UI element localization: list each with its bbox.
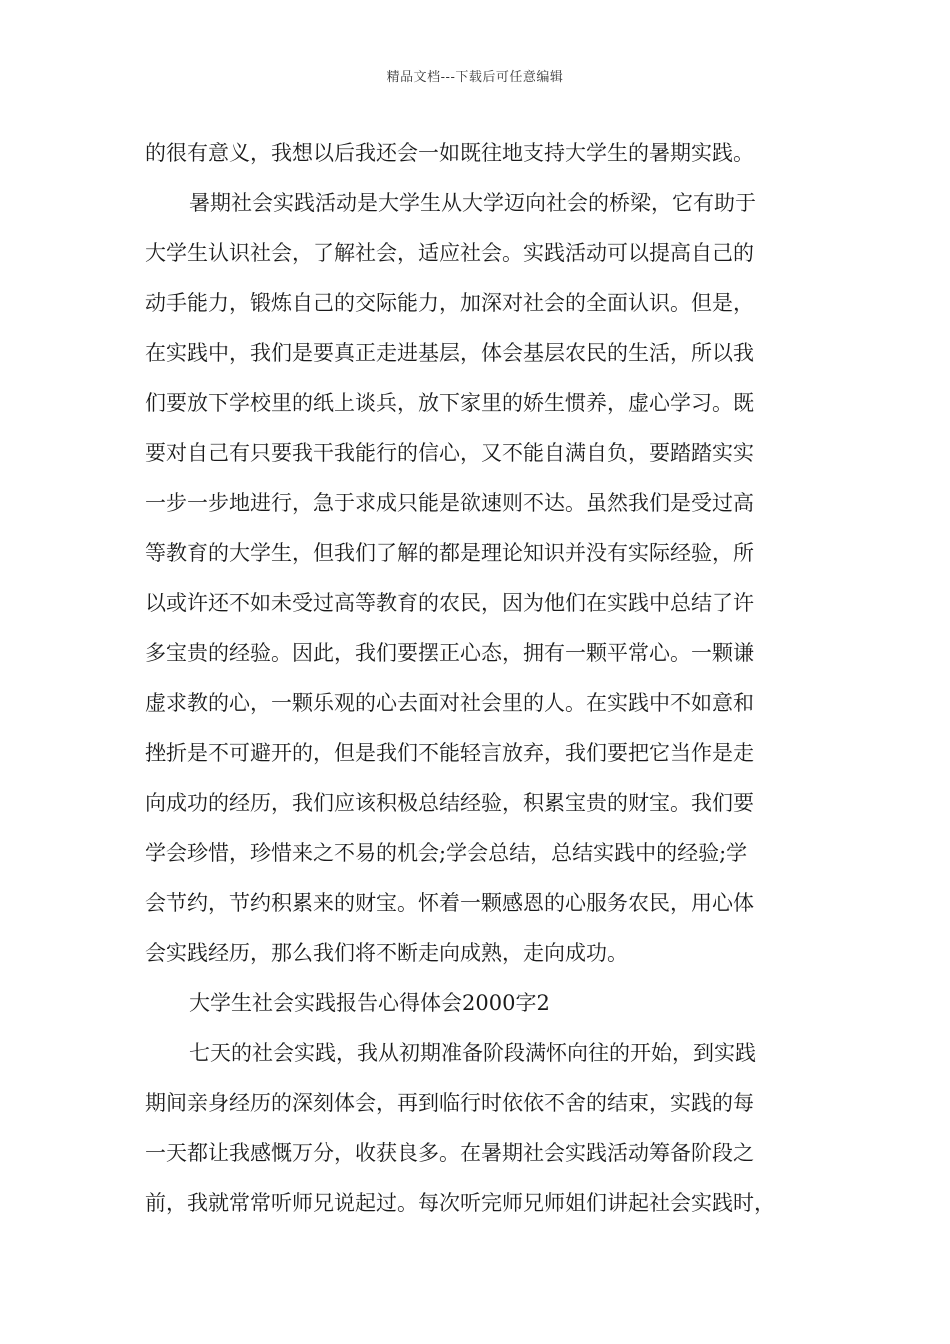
- text-line: 学会珍惜，珍惜来之不易的机会;学会总结，总结实践中的经验;学: [145, 841, 748, 865]
- text-line: 的很有意义，我想以后我还会一如既往地支持大学生的暑期实践。: [145, 141, 754, 165]
- text-line: 会实践经历，那么我们将不断走向成熟，走向成功。: [145, 941, 628, 965]
- text-line: 以或许还不如未受过高等教育的农民，因为他们在实践中总结了许: [145, 591, 754, 615]
- document-body: [145, 128, 813, 1228]
- text-line: 等教育的大学生，但我们了解的都是理论知识并没有实际经验，所: [145, 541, 754, 565]
- text-line: 会节约，节约积累来的财宝。怀着一颗感恩的心服务农民，用心体: [145, 891, 754, 915]
- page-header: 精品文档---下载后可任意编辑: [386, 70, 564, 85]
- text-line: 动手能力，锻炼自己的交际能力，加深对社会的全面认识。但是，: [145, 291, 754, 315]
- text-line: 要对自己有只要我干我能行的信心，又不能自满自负，要踏踏实实: [145, 441, 754, 465]
- text-line: 们要放下学校里的纸上谈兵，放下家里的娇生惯养，虚心学习。既: [145, 391, 754, 415]
- text-line: 前，我就常常听师兄说起过。每次听完师兄师姐们讲起社会实践时，: [145, 1191, 775, 1215]
- paragraph-start-line: 七天的社会实践，我从初期准备阶段满怀向往的开始，到实践: [189, 1041, 756, 1065]
- text-line: 在实践中，我们是要真正走进基层，体会基层农民的生活，所以我: [145, 341, 754, 365]
- text-line: 大学生认识社会，了解社会，适应社会。实践活动可以提高自己的: [145, 241, 754, 265]
- section-heading: 大学生社会实践报告心得体会2000字2: [189, 991, 550, 1015]
- text-line: 一步一步地进行，急于求成只能是欲速则不达。虽然我们是受过高: [145, 491, 754, 515]
- paragraph-start-line: 暑期社会实践活动是大学生从大学迈向社会的桥梁，它有助于: [189, 191, 756, 215]
- text-line: 挫折是不可避开的，但是我们不能轻言放弃，我们要把它当作是走: [145, 741, 754, 765]
- text-line: 期间亲身经历的深刻体会，再到临行时依依不舍的结束，实践的每: [145, 1091, 754, 1115]
- text-line: 一天都让我感慨万分，收获良多。在暑期社会实践活动筹备阶段之: [145, 1141, 754, 1165]
- text-line: 虚求教的心，一颗乐观的心去面对社会里的人。在实践中不如意和: [145, 691, 754, 715]
- text-line: 向成功的经历，我们应该积极总结经验，积累宝贵的财宝。我们要: [145, 791, 754, 815]
- text-line: 多宝贵的经验。因此，我们要摆正心态，拥有一颗平常心。一颗谦: [145, 641, 754, 665]
